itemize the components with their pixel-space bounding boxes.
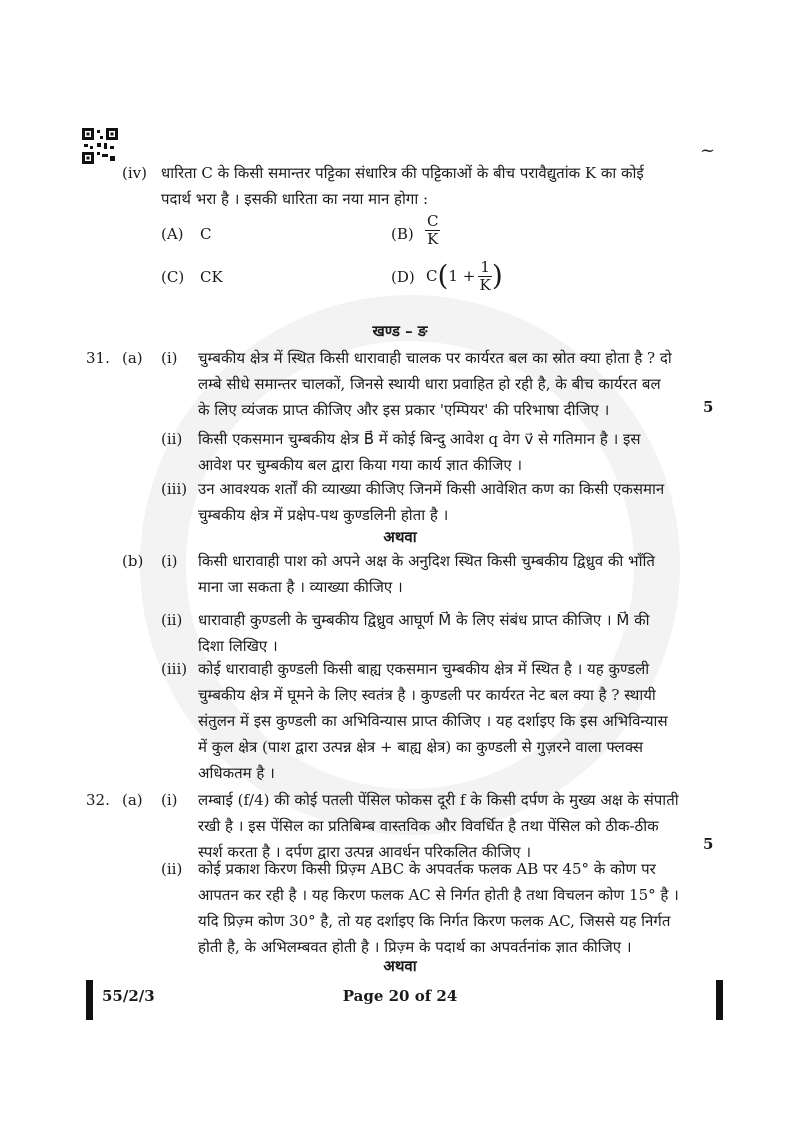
or-separator: अथवा — [383, 957, 417, 975]
text-line: चुम्बकीय क्षेत्र में प्रक्षेप-पथ कुण्डलिनी होता है । — [198, 506, 449, 524]
question-text — [198, 426, 698, 478]
item-label-iv: (iv) — [122, 164, 147, 182]
text-line: धारिता C के किसी समान्तर पट्टिका संधारित्र की पट्टिकाओं के बीच परावैद्युतांक K का कोई — [161, 164, 644, 182]
question-text — [198, 656, 698, 786]
text-line: लम्बे सीधे समान्तर चालकों, जिनसे स्थायी धारा प्रवाहित हो रही है, के बीच कार्यरत बल — [198, 375, 661, 393]
part-label: (b) — [122, 552, 144, 570]
text-line: पदार्थ भरा है । इसकी धारिता का नया मान होगा : — [161, 190, 429, 208]
footer-bar-left — [86, 980, 93, 1020]
text-line: उन आवश्यक शर्तों की व्याख्या कीजिए जिनमें किसी आवेशित कण का किसी एकसमान — [198, 480, 665, 498]
question-iv-text — [161, 160, 701, 212]
question-text — [198, 856, 698, 960]
header-mark: ~ — [700, 140, 716, 161]
text-line: के लिए व्यंजक प्राप्त कीजिए और इस प्रकार 'एम्पियर' की परिभाषा दीजिए । — [198, 401, 610, 419]
text-line: होती है, के अभिलम्बवत होती है । प्रिज़्म के पदार्थ का अपवर्तनांक ज्ञात कीजिए । — [198, 938, 632, 956]
option-a-label: (A) — [161, 225, 184, 243]
subpart-label: (ii) — [161, 611, 183, 629]
text-line: रखी है । इस पेंसिल का प्रतिबिम्ब वास्तविक और विवर्धित है तथा पेंसिल को ठीक-ठीक — [198, 817, 659, 835]
question-number: 31. — [86, 349, 110, 367]
page-number: Page 20 of 24 — [342, 987, 458, 1005]
option-c-label: (C) — [161, 268, 185, 286]
expr-paren: ) — [491, 259, 503, 292]
text-line: चुम्बकीय क्षेत्र में स्थित किसी धारावाही चालक पर कार्यरत बल का स्रोत क्या होता है ? दो — [198, 349, 672, 367]
question-text — [198, 548, 698, 600]
fraction-denominator: K — [479, 275, 491, 294]
option-d-label: (D) — [391, 268, 415, 286]
expr-paren: ( — [437, 259, 449, 292]
text-line: चुम्बकीय क्षेत्र में घूमने के लिए स्वतंत्र है । कुण्डली पर कार्यरत नेट बल क्या है ? स्थायी — [198, 686, 656, 704]
subpart-label: (ii) — [161, 430, 183, 448]
question-text — [198, 476, 698, 528]
part-label: (a) — [122, 791, 143, 809]
text-line: माना जा सकता है । व्याख्या कीजिए । — [198, 578, 403, 596]
subpart-label: (i) — [161, 552, 178, 570]
text-line: किसी धारावाही पाश को अपने अक्ष के अनुदिश स्थित किसी चुम्बकीय द्विध्रुव की भाँति — [198, 552, 655, 570]
fraction-denominator: K — [427, 230, 439, 248]
option-c-value: CK — [200, 268, 223, 286]
subpart-label: (i) — [161, 791, 178, 809]
text-line: कोई धारावाही कुण्डली किसी बाह्य एकसमान चुम्बकीय क्षेत्र में स्थित है । यह कुण्डली — [198, 660, 650, 678]
section-title: खण्ड – ङ — [372, 322, 428, 340]
text-line: दिशा लिखिए । — [198, 637, 278, 655]
expr-part: C — [426, 267, 438, 285]
subpart-label: (ii) — [161, 860, 183, 878]
question-text — [198, 345, 698, 423]
text-line: में कुल क्षेत्र (पाश द्वारा उत्पन्न क्षेत्र + बाह्य क्षेत्र) का कुण्डली से गुज़रने वाला फ्लक्स — [198, 738, 644, 756]
question-text — [198, 607, 698, 659]
expr-part: 1 + — [448, 267, 476, 285]
text-line: संतुलन में इस कुण्डली का अभिविन्यास प्राप्त कीजिए । यह दर्शाइए कि इस अभिविन्यास — [198, 712, 668, 730]
text-line: कोई प्रकाश किरण किसी प्रिज़्म ABC के अपवर्तक फलक AB पर 45° के कोण पर — [198, 860, 656, 878]
fraction-numerator: 1 — [480, 257, 490, 276]
fraction-numerator: C — [427, 212, 439, 230]
text-line: स्पर्श करता है । दर्पण द्वारा उत्पन्न आवर्धन परिकलित कीजिए । — [198, 843, 532, 861]
marks: 5 — [703, 398, 714, 416]
part-label: (a) — [122, 349, 143, 367]
question-text — [198, 787, 698, 865]
option-d-expression — [426, 256, 503, 296]
text-line: आवेश पर चुम्बकीय बल द्वारा किया गया कार्य ज्ञात कीजिए । — [198, 456, 523, 474]
text-line: धारावाही कुण्डली के चुम्बकीय द्विध्रुव आघूर्ण M⃗ के लिए संबंध प्राप्त कीजिए । M⃗ की — [198, 611, 650, 629]
marks: 5 — [703, 835, 714, 853]
subpart-label: (iii) — [161, 660, 188, 678]
text-line: अधिकतम है । — [198, 764, 275, 782]
text-line: आपतन कर रही है । यह किरण फलक AC से निर्गत होती है तथा विचलन कोण 15° है । — [198, 886, 679, 904]
option-a-value: C — [200, 225, 212, 243]
text-line: यदि प्रिज़्म कोण 30° है, तो यह दर्शाइए कि निर्गत किरण फलक AC, जिससे यह निर्गत — [198, 912, 671, 930]
text-line: लम्बाई (f/4) की कोई पतली पेंसिल फोकस दूरी f के किसी दर्पण के मुख्य अक्ष के संपाती — [198, 791, 679, 809]
qr-code-icon — [82, 128, 118, 164]
option-b-fraction — [425, 213, 440, 248]
or-separator: अथवा — [383, 528, 417, 546]
subpart-label: (i) — [161, 349, 178, 367]
question-number: 32. — [86, 791, 110, 809]
option-b-label: (B) — [391, 225, 414, 243]
subpart-label: (iii) — [161, 480, 188, 498]
paper-code: 55/2/3 — [102, 987, 155, 1005]
text-line: किसी एकसमान चुम्बकीय क्षेत्र B⃗ में कोई बिन्दु आवेश q वेग v⃗ से गतिमान है । इस — [198, 430, 641, 448]
footer-bar-right — [716, 980, 723, 1020]
